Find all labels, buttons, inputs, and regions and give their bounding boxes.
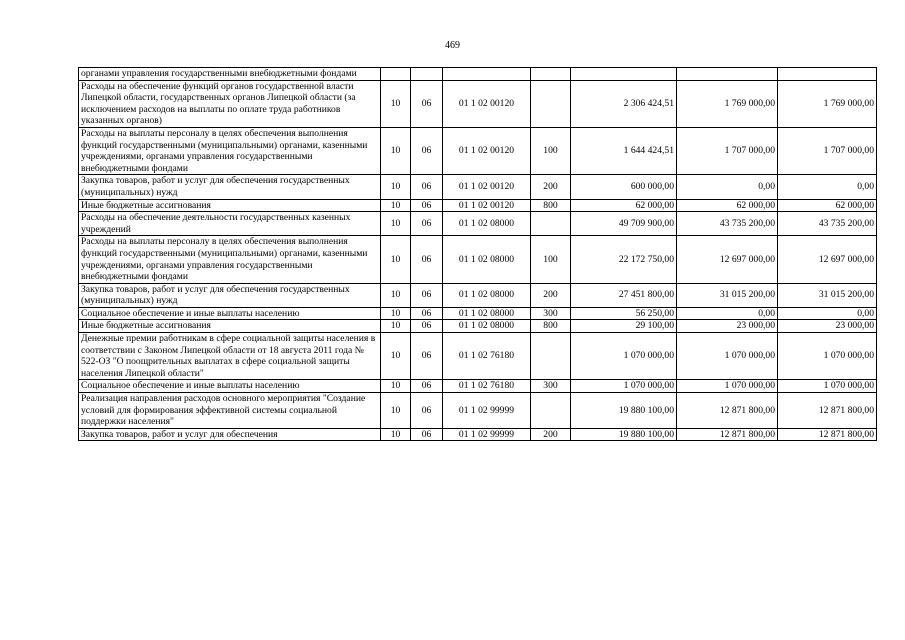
table-row xyxy=(79,333,877,380)
table-row xyxy=(79,199,877,212)
row-csr-cell: 01 1 02 08000 xyxy=(443,320,531,333)
row-name-cell: органами управления государственными внебюджетными фондами xyxy=(79,68,381,81)
row-vr-cell: 300 xyxy=(531,380,571,393)
row-csr-cell: 01 1 02 99999 xyxy=(443,393,531,429)
row-razdel-cell: 10 xyxy=(381,380,411,393)
row-podrazdel-cell: 06 xyxy=(411,127,443,174)
row-csr-cell: 01 1 02 08000 xyxy=(443,212,531,236)
row-csr-cell: 01 1 02 08000 xyxy=(443,236,531,283)
row-razdel-cell: 10 xyxy=(381,236,411,283)
row-razdel-cell: 10 xyxy=(381,212,411,236)
row-amount-year3-cell xyxy=(778,68,877,81)
row-amount-year1-cell: 56 250,00 xyxy=(571,307,677,320)
row-amount-year2-cell: 1 769 000,00 xyxy=(677,80,778,127)
row-podrazdel-cell: 06 xyxy=(411,199,443,212)
row-name-cell: Расходы на обеспечение функций органов государственной власти Липецкой области, государственных органов Липецкой области (за исключением расходов на выплаты по оплате труда работников указанных органов) xyxy=(79,80,381,127)
row-podrazdel-cell: 06 xyxy=(411,320,443,333)
row-razdel-cell xyxy=(381,68,411,81)
row-csr-cell: 01 1 02 08000 xyxy=(443,307,531,320)
row-razdel-cell: 10 xyxy=(381,127,411,174)
row-csr-cell: 01 1 02 76180 xyxy=(443,333,531,380)
row-amount-year2-cell: 31 015 200,00 xyxy=(677,283,778,307)
row-csr-cell: 01 1 02 00120 xyxy=(443,127,531,174)
row-amount-year1-cell xyxy=(571,68,677,81)
table-row xyxy=(79,212,877,236)
row-csr-cell: 01 1 02 00120 xyxy=(443,175,531,199)
row-razdel-cell: 10 xyxy=(381,283,411,307)
row-podrazdel-cell: 06 xyxy=(411,80,443,127)
budget-table-body xyxy=(79,68,877,441)
row-podrazdel-cell: 06 xyxy=(411,333,443,380)
row-vr-cell: 800 xyxy=(531,199,571,212)
row-name-cell: Социальное обеспечение и иные выплаты населению xyxy=(79,380,381,393)
table-row xyxy=(79,236,877,283)
row-amount-year2-cell: 0,00 xyxy=(677,307,778,320)
row-razdel-cell: 10 xyxy=(381,393,411,429)
row-amount-year2-cell: 1 070 000,00 xyxy=(677,380,778,393)
row-razdel-cell: 10 xyxy=(381,320,411,333)
row-vr-cell: 200 xyxy=(531,428,571,441)
table-row xyxy=(79,80,877,127)
row-csr-cell: 01 1 02 00120 xyxy=(443,80,531,127)
row-csr-cell xyxy=(443,68,531,81)
row-amount-year2-cell: 23 000,00 xyxy=(677,320,778,333)
row-amount-year1-cell: 1 644 424,51 xyxy=(571,127,677,174)
row-vr-cell: 300 xyxy=(531,307,571,320)
row-podrazdel-cell: 06 xyxy=(411,212,443,236)
row-amount-year3-cell: 62 000,00 xyxy=(778,199,877,212)
row-amount-year2-cell: 12 871 800,00 xyxy=(677,393,778,429)
row-name-cell: Закупка товаров, работ и услуг для обеспечения государственных (муниципальных) нужд xyxy=(79,283,381,307)
row-name-cell: Иные бюджетные ассигнования xyxy=(79,320,381,333)
row-amount-year3-cell: 12 871 800,00 xyxy=(778,428,877,441)
row-amount-year1-cell: 62 000,00 xyxy=(571,199,677,212)
row-csr-cell: 01 1 02 00120 xyxy=(443,199,531,212)
row-csr-cell: 01 1 02 99999 xyxy=(443,428,531,441)
row-vr-cell xyxy=(531,333,571,380)
row-amount-year1-cell: 22 172 750,00 xyxy=(571,236,677,283)
row-razdel-cell: 10 xyxy=(381,307,411,320)
row-name-cell: Закупка товаров, работ и услуг для обеспечения xyxy=(79,428,381,441)
row-name-cell: Расходы на выплаты персоналу в целях обеспечения выполнения функций государственными (муниципальными) органами, казенными учреждениями, органами управления государственными внебюджетными фондами xyxy=(79,236,381,283)
row-amount-year1-cell: 27 451 800,00 xyxy=(571,283,677,307)
table-row xyxy=(79,127,877,174)
row-podrazdel-cell: 06 xyxy=(411,307,443,320)
row-razdel-cell: 10 xyxy=(381,199,411,212)
row-razdel-cell: 10 xyxy=(381,80,411,127)
row-amount-year1-cell: 29 100,00 xyxy=(571,320,677,333)
row-amount-year2-cell: 0,00 xyxy=(677,175,778,199)
budget-table xyxy=(78,67,877,441)
row-podrazdel-cell: 06 xyxy=(411,393,443,429)
page-number: 469 xyxy=(445,40,460,51)
row-amount-year3-cell: 1 070 000,00 xyxy=(778,380,877,393)
table-row xyxy=(79,380,877,393)
row-vr-cell xyxy=(531,393,571,429)
row-podrazdel-cell: 06 xyxy=(411,175,443,199)
row-name-cell: Социальное обеспечение и иные выплаты населению xyxy=(79,307,381,320)
row-amount-year3-cell: 23 000,00 xyxy=(778,320,877,333)
table-row xyxy=(79,320,877,333)
row-vr-cell: 200 xyxy=(531,175,571,199)
row-vr-cell: 100 xyxy=(531,236,571,283)
row-name-cell: Закупка товаров, работ и услуг для обеспечения государственных (муниципальных) нужд xyxy=(79,175,381,199)
row-amount-year1-cell: 600 000,00 xyxy=(571,175,677,199)
row-csr-cell: 01 1 02 08000 xyxy=(443,283,531,307)
row-amount-year1-cell: 1 070 000,00 xyxy=(571,380,677,393)
row-amount-year2-cell: 62 000,00 xyxy=(677,199,778,212)
row-amount-year2-cell: 43 735 200,00 xyxy=(677,212,778,236)
row-name-cell: Иные бюджетные ассигнования xyxy=(79,199,381,212)
row-amount-year3-cell: 0,00 xyxy=(778,307,877,320)
row-amount-year3-cell: 31 015 200,00 xyxy=(778,283,877,307)
row-amount-year1-cell: 49 709 900,00 xyxy=(571,212,677,236)
row-name-cell: Реализация направления расходов основного мероприятия "Создание условий для формирования эффективной системы социальной поддержки населения" xyxy=(79,393,381,429)
row-podrazdel-cell: 06 xyxy=(411,428,443,441)
row-podrazdel-cell: 06 xyxy=(411,283,443,307)
row-amount-year2-cell xyxy=(677,68,778,81)
row-amount-year1-cell: 2 306 424,51 xyxy=(571,80,677,127)
row-podrazdel-cell: 06 xyxy=(411,236,443,283)
row-vr-cell: 100 xyxy=(531,127,571,174)
row-vr-cell xyxy=(531,212,571,236)
row-podrazdel-cell xyxy=(411,68,443,81)
table-row xyxy=(79,307,877,320)
row-amount-year3-cell: 12 871 800,00 xyxy=(778,393,877,429)
row-amount-year3-cell: 0,00 xyxy=(778,175,877,199)
row-amount-year2-cell: 1 070 000,00 xyxy=(677,333,778,380)
row-csr-cell: 01 1 02 76180 xyxy=(443,380,531,393)
row-razdel-cell: 10 xyxy=(381,333,411,380)
row-amount-year1-cell: 19 880 100,00 xyxy=(571,428,677,441)
table-row xyxy=(79,428,877,441)
row-amount-year1-cell: 1 070 000,00 xyxy=(571,333,677,380)
table-row xyxy=(79,68,877,81)
table-row xyxy=(79,283,877,307)
row-vr-cell: 200 xyxy=(531,283,571,307)
row-vr-cell: 800 xyxy=(531,320,571,333)
row-amount-year2-cell: 1 707 000,00 xyxy=(677,127,778,174)
row-razdel-cell: 10 xyxy=(381,175,411,199)
row-podrazdel-cell: 06 xyxy=(411,380,443,393)
row-amount-year3-cell: 1 070 000,00 xyxy=(778,333,877,380)
row-amount-year3-cell: 1 769 000,00 xyxy=(778,80,877,127)
row-amount-year2-cell: 12 697 000,00 xyxy=(677,236,778,283)
row-amount-year3-cell: 43 735 200,00 xyxy=(778,212,877,236)
row-name-cell: Расходы на выплаты персоналу в целях обеспечения выполнения функций государственными (муниципальными) органами, казенными учреждениями, органами управления государственными внебюджетными фондами xyxy=(79,127,381,174)
row-vr-cell xyxy=(531,68,571,81)
table-row xyxy=(79,175,877,199)
row-amount-year2-cell: 12 871 800,00 xyxy=(677,428,778,441)
row-amount-year1-cell: 19 880 100,00 xyxy=(571,393,677,429)
row-razdel-cell: 10 xyxy=(381,428,411,441)
row-amount-year3-cell: 12 697 000,00 xyxy=(778,236,877,283)
row-name-cell: Расходы на обеспечение деятельности государственных казенных учреждений xyxy=(79,212,381,236)
row-amount-year3-cell: 1 707 000,00 xyxy=(778,127,877,174)
row-vr-cell xyxy=(531,80,571,127)
table-row xyxy=(79,393,877,429)
row-name-cell: Денежные премии работникам в сфере социальной защиты населения в соответствии с Законом Липецкой области от 18 августа 2011 года № 522-ОЗ "О поощрительных выплатах в сфере социальной защиты населения Липецкой области" xyxy=(79,333,381,380)
